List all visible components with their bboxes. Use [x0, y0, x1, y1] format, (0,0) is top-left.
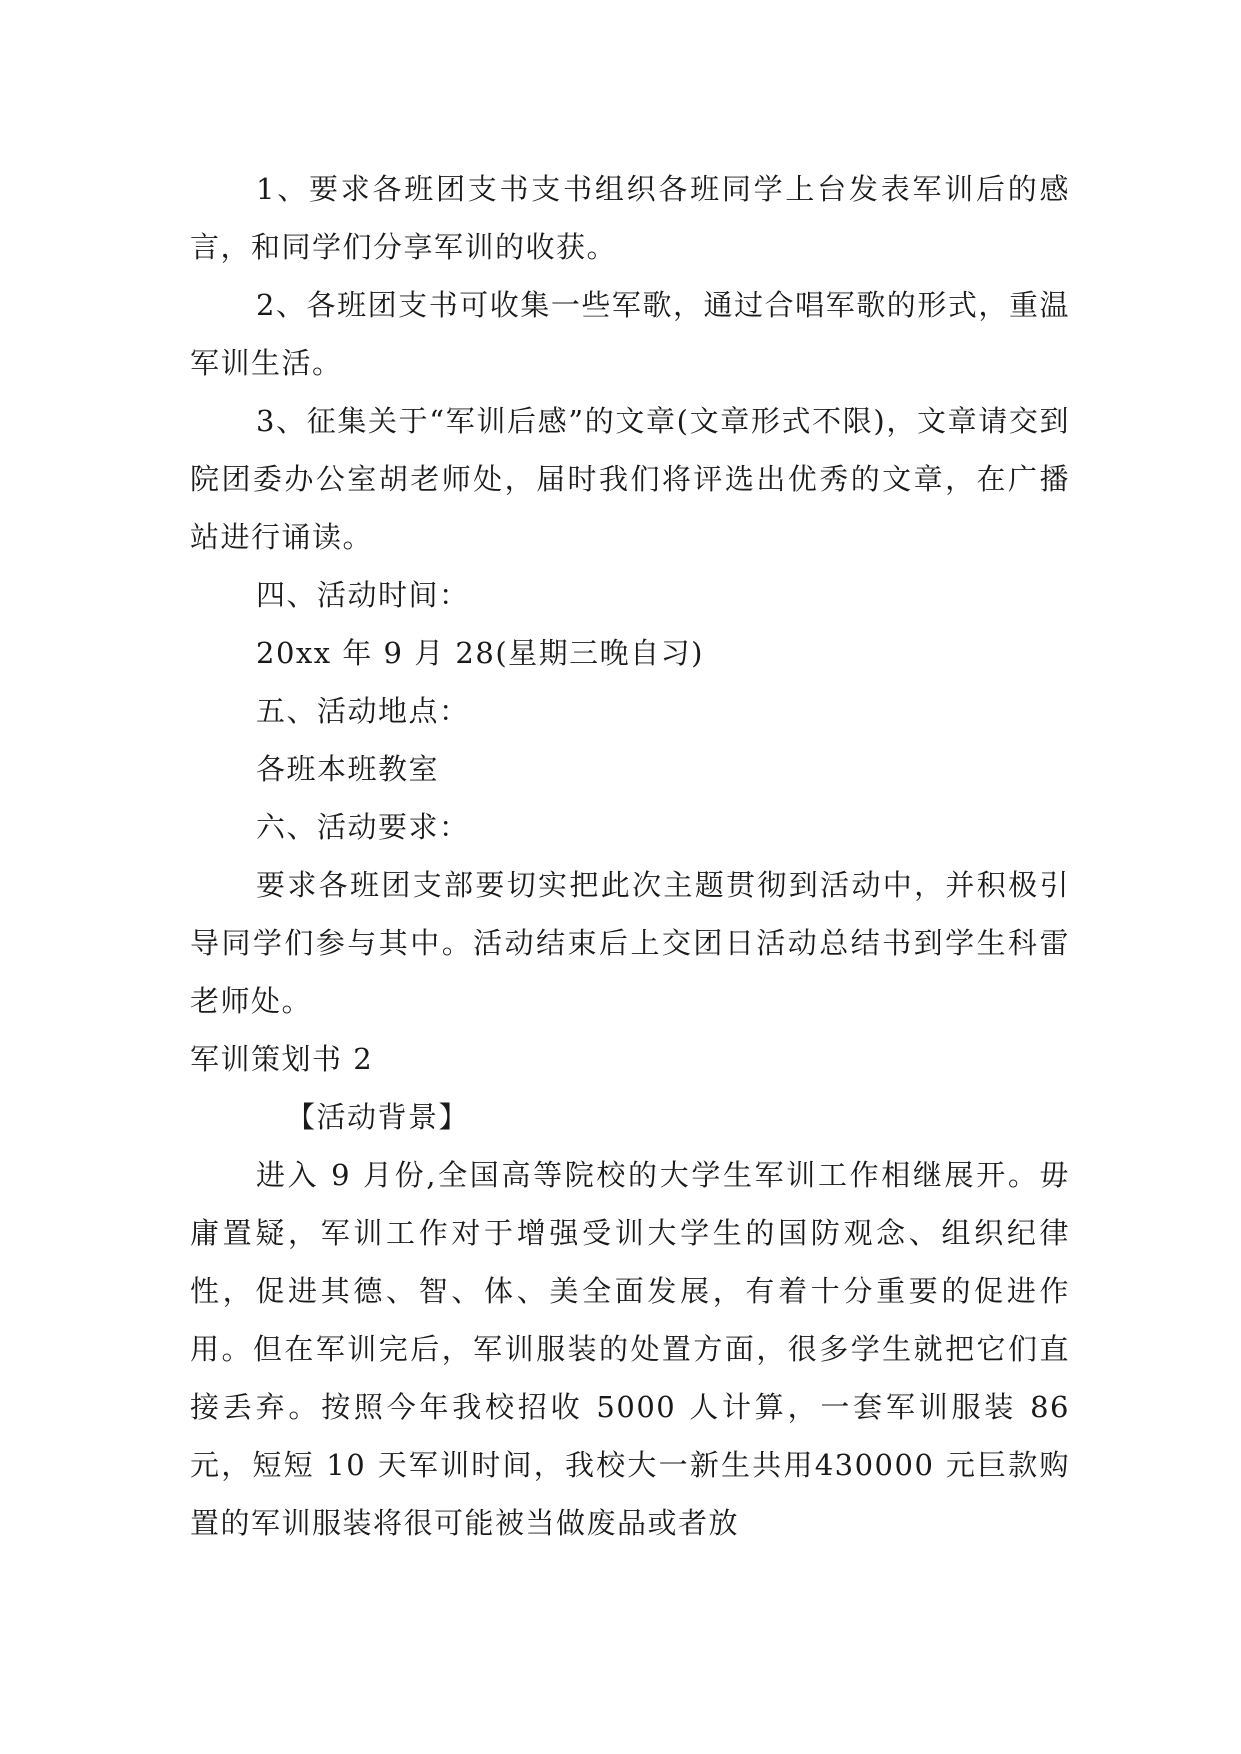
paragraph-item-1: 1、要求各班团支书支书组织各班同学上台发表军训后的感言，和同学们分享军训的收获。 [190, 172, 1070, 264]
background-paragraph: 进入 9 月份,全国高等院校的大学生军训工作相继展开。毋庸置疑，军训工作对于增强受训大学生的国防观念、组织纪律性，促进其德、智、体、美全面发展，有着十分重要的促进作用。但在军训完后，军训服装的处置方面，很多学生就把它们直接丢弃。按照今年我校招收 5000 人计算，一套军训服装 86 元，短短 10 天军训时间，我校大一新生共用430000 元巨款购置的军训服装将很可能被当做废品或者放 [190, 1158, 1070, 1540]
paragraph-item-2: 2、各班团支书可收集一些军歌，通过合唱军歌的形式，重温军训生活。 [190, 288, 1070, 380]
document-body [190, 160, 1070, 1552]
activity-time: 20xx 年 9 月 28(星期三晚自习) [256, 636, 704, 670]
document-section-title: 军训策划书 2 [190, 1042, 374, 1076]
section-heading-requirements: 六、活动要求： [256, 810, 470, 844]
activity-location: 各班本班教室 [256, 752, 440, 786]
paragraph-item-3: 3、征集关于“军训后感”的文章(文章形式不限)，文章请交到院团委办公室胡老师处，届时我们将评选出优秀的文章，在广播站进行诵读。 [190, 404, 1070, 554]
activity-requirements: 要求各班团支部要切实把此次主题贯彻到活动中，并积极引导同学们参与其中。活动结束后上交团日活动总结书到学生科雷老师处。 [190, 868, 1070, 1018]
section-heading-time: 四、活动时间： [256, 578, 470, 612]
section-heading-location: 五、活动地点： [256, 694, 470, 728]
background-heading: 【活动背景】 [286, 1100, 470, 1134]
